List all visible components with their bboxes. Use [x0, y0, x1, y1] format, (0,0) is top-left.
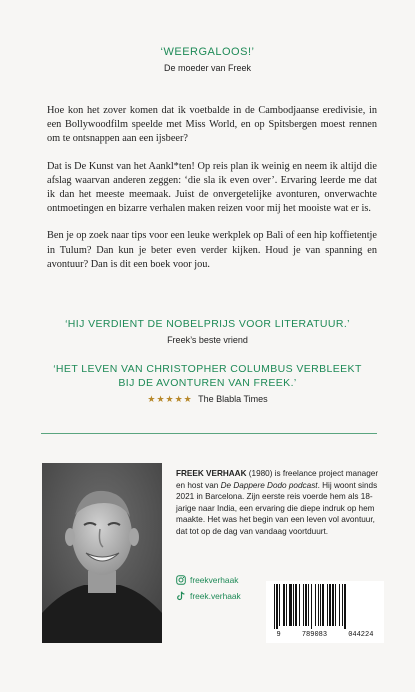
review-quote-1-source: Freek’s beste vriend [167, 335, 248, 345]
section-divider [41, 433, 377, 434]
instagram-icon [176, 575, 186, 585]
barcode-bar [335, 584, 336, 626]
rating-stars-icon: ★★★★★ [147, 394, 193, 404]
top-quote-text: ‘WEERGALOOS!’ [160, 46, 255, 58]
barcode-bar [320, 584, 321, 626]
barcode-bar [295, 584, 297, 626]
author-bio-text-2: . Hij woont sinds 2021 in Barcelona. Zijn eerste reis voerde hem als 18-jarige naar India, een ervaring die diepe indruk op hem maakte. Het was het begin van een leven vol avontuur, dat tot op de dag van vandaag voortduurt. [176, 480, 378, 536]
barcode-digits [266, 631, 384, 639]
barcode-bar [315, 584, 316, 626]
review-quote-1-text: ‘HIJ VERDIENT DE NOBELPRIJS VOOR LITERATUUR.’ [65, 318, 350, 330]
barcode-bar [283, 584, 285, 626]
barcode-bar [299, 584, 300, 626]
review-quote-2-line-2: BIJ DE AVONTUREN VAN FREEK.’ [118, 377, 297, 389]
barcode-bar [274, 584, 275, 629]
blurb-paragraph-3: Ben je op zoek naar tips voor een leuke werkplek op Bali of een hip koffietentje in Tulum? Dan kun je beter even verder kijken. Houd je van spanning en avontuur? Dan is dit een boek voor jou. [47, 230, 377, 270]
author-bio-text-1: (1980) is freelance project manager en host van [176, 469, 379, 490]
review-quote-2 [0, 362, 415, 405]
tiktok-icon [176, 591, 186, 601]
top-quote [0, 46, 415, 73]
top-quote-source: De moeder van Freek [163, 63, 252, 73]
barcode-bar [289, 584, 292, 626]
barcode-bar [311, 584, 312, 629]
barcode-bar [322, 584, 324, 626]
blurb [47, 104, 377, 285]
tiktok-handle[interactable] [176, 591, 241, 601]
barcode-digit-prefix: 9 [276, 631, 281, 639]
review-quote-1 [0, 318, 415, 345]
author-name: FREEK VERHAAK [176, 469, 247, 478]
barcode-bar [318, 584, 319, 626]
barcode-bar [344, 584, 346, 629]
barcode-bar [305, 584, 307, 626]
author-photo [42, 463, 162, 643]
barcode-bars-icon [266, 581, 384, 629]
barcode-bar [286, 584, 287, 626]
author-portrait-icon [42, 463, 162, 643]
barcode-bar [276, 584, 278, 629]
isbn-barcode [266, 581, 384, 643]
review-rating [0, 394, 415, 405]
instagram-handle[interactable] [176, 575, 238, 585]
blurb-paragraph-2: Dat is De Kunst van het Aankl*ten! Op reis plan ik weinig en neem ik altijd die afslag waarvan anderen zeggen: ‘die sla ik even over’. Ervaring leerde me dat ik dan het meeste meemaak. Juist de onvergetelijke avonturen, onverwachte ontmoetingen en bizarre verhalen maken reizen voor mij het mooiste wat er is. [47, 160, 377, 215]
review-quote-2-line-1: ‘HET LEVEN VAN CHRISTOPHER COLUMBUS VERBLEEKT [53, 363, 362, 375]
barcode-bar [339, 584, 340, 626]
barcode-bar [327, 584, 328, 626]
blurb-paragraph-1: Hoe kon het zover komen dat ik voetbalde in de Cambodjaanse eredivisie, in een Bollywoodfilm speelde met Miss World, en op Spitsbergen moest rennen om te ontsnappen aan een ijsbeer? [47, 105, 377, 145]
review-quote-2-source: The Blabla Times [198, 394, 268, 404]
barcode-digit-group-1: 789083 [301, 631, 328, 639]
author-bio [176, 468, 384, 538]
barcode-bar [342, 584, 343, 626]
barcode-digit-group-2: 044224 [348, 631, 374, 639]
tiktok-handle-label: freek.verhaak [190, 591, 241, 601]
barcode-bar [303, 584, 304, 626]
barcode-bar [308, 584, 309, 626]
author-podcast: De Dappere Dodo podcast [220, 480, 318, 490]
barcode-bar [332, 584, 334, 626]
barcode-bar [279, 584, 280, 626]
barcode-bar [293, 584, 294, 626]
instagram-handle-label: freekverhaak [190, 575, 239, 585]
barcode-bar [329, 584, 331, 626]
